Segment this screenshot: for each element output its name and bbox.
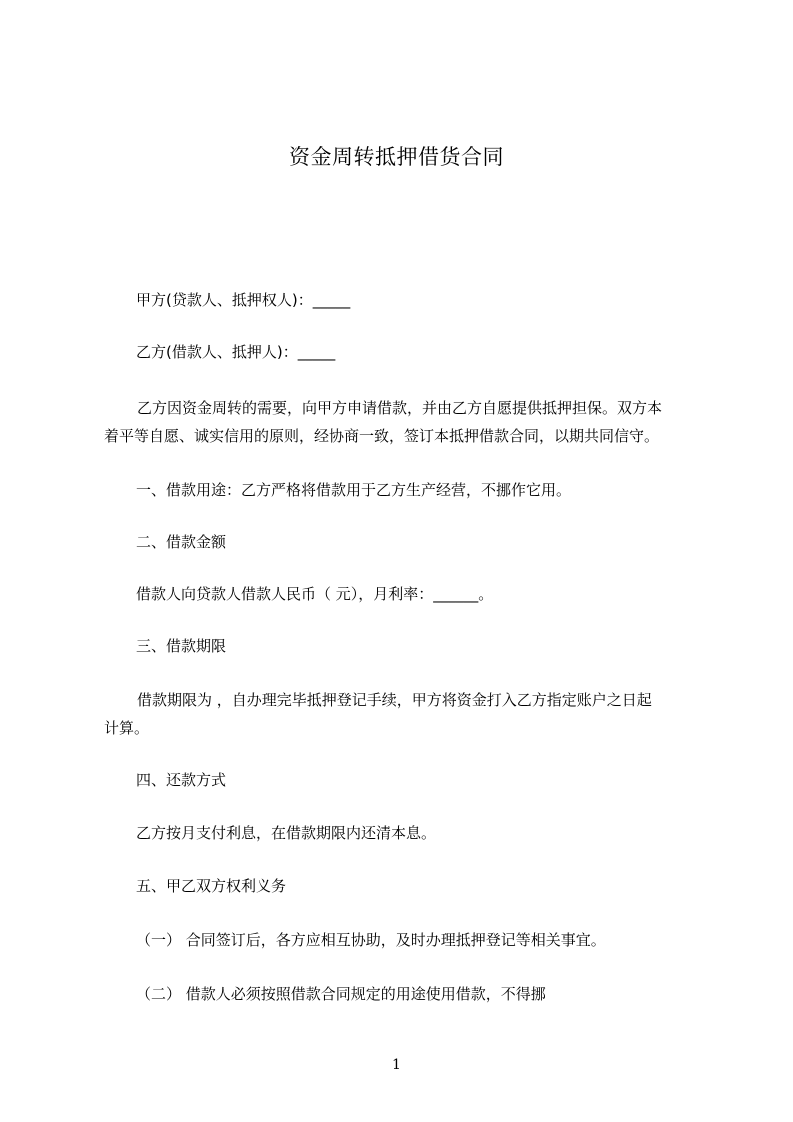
section-5-item-2: （二） 借款人必须按照借款合同规定的用途使用借款，不得挪	[136, 985, 546, 1003]
intro-line-1: 乙方因资金周转的需要，向甲方申请借款，并由乙方自愿提供抵押担保。双方本	[137, 399, 663, 417]
section-3-body	[104, 686, 704, 742]
intro-line-2: 着平等自愿、诚实信用的原则，经协商一致，签订本抵押借款合同，以期共同信守。	[104, 427, 660, 445]
section-5-heading: 五、甲乙双方权利义务	[136, 877, 287, 895]
party-a-line: 甲方(贷款人、抵押权人)：_____	[136, 291, 351, 309]
section-1-usage: 一、借款用途：乙方严格将借款用于乙方生产经营，不挪作它用。	[136, 481, 572, 499]
page-number: 1	[392, 1057, 401, 1073]
document-title: 资金周转抵押借货合同	[289, 145, 504, 169]
section-3-line-1: 借款期限为 ，自办理完毕抵押登记手续，甲方将资金打入乙方指定账户之日起	[137, 691, 652, 709]
intro-paragraph	[104, 394, 704, 450]
section-3-heading: 三、借款期限	[136, 637, 227, 655]
section-4-body: 乙方按月支付利息，在借款期限内还清本息。	[136, 824, 437, 842]
section-4-heading: 四、还款方式	[136, 771, 227, 789]
section-2-heading: 二、借款金额	[136, 533, 227, 551]
section-3-line-2: 计算。	[104, 719, 150, 737]
party-b-line: 乙方(借款人、抵押人)：_____	[136, 343, 336, 361]
section-2-body: 借款人向贷款人借款人民币（ 元），月利率：______。	[136, 585, 494, 603]
section-5-item-1: （一） 合同签订后，各方应相互协助，及时办理抵押登记等相关事宜。	[136, 931, 606, 949]
